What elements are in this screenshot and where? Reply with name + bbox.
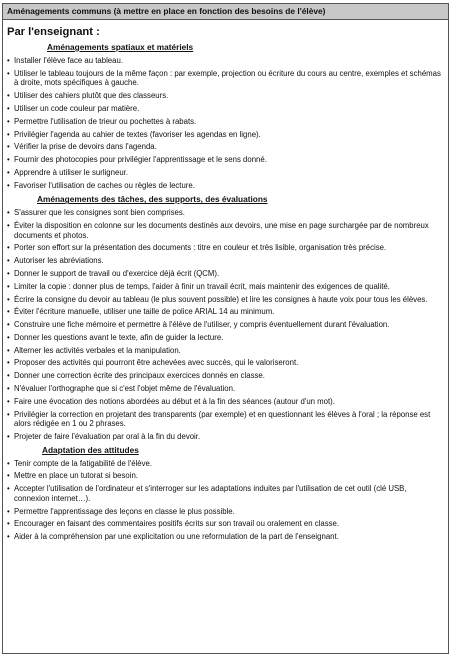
list-item xyxy=(7,269,444,279)
list-item-text: Privilégier la correction en projetant des transparents (par exemple) et en questionnant les élèves à l'oral ; la réponse est alors rédigée en 1 ou 2 phrases. xyxy=(14,409,431,429)
list-item xyxy=(7,358,444,368)
list-item xyxy=(7,208,444,218)
bullet-icon: • xyxy=(7,208,10,218)
list-item xyxy=(7,142,444,152)
bullet-icon: • xyxy=(7,506,10,516)
list-item xyxy=(7,104,444,114)
list-item-text: Alterner les activités verbales et la manipulation. xyxy=(14,345,181,355)
list-item xyxy=(7,519,444,529)
bullet-icon: • xyxy=(7,116,10,126)
list-item-text: Proposer des activités qui pourront être achevées avec succès, qui le valoriseront. xyxy=(14,358,299,368)
list-item xyxy=(7,221,444,240)
list-item xyxy=(7,69,444,88)
bullet-icon: • xyxy=(7,320,10,330)
bullet-icon: • xyxy=(7,294,10,304)
audience-heading: Par l'enseignant : xyxy=(7,26,100,38)
list-item-text: Utiliser un code couleur par matière. xyxy=(14,103,140,113)
list-item-text: Privilégier l'agenda au cahier de textes (favoriser les agendas en ligne). xyxy=(14,129,261,139)
list-item xyxy=(7,333,444,343)
bullet-icon: • xyxy=(7,142,10,152)
list-item xyxy=(7,155,444,165)
bullet-icon: • xyxy=(7,431,10,441)
list-item-text: Limiter la copie : donner plus de temps, l'aider à finir un travail écrit, mais maintenir des exigences de qualité. xyxy=(14,281,390,291)
list-item xyxy=(7,471,444,481)
list-item xyxy=(7,410,444,429)
list-item-text: Tenir compte de la fatigabilité de l'élève. xyxy=(14,458,153,468)
bullet-icon: • xyxy=(7,484,10,494)
list-tasks xyxy=(7,208,444,441)
list-item-text: Donner le support de travail ou d'exercice déjà écrit (QCM). xyxy=(14,268,220,278)
list-item-text: Écrire la consigne du devoir au tableau (le plus souvent possible) et lire les consignes à haute voix pour tous les élèves. xyxy=(14,294,428,304)
list-item xyxy=(7,295,444,305)
list-item xyxy=(7,307,444,317)
list-item xyxy=(7,56,444,66)
bullet-icon: • xyxy=(7,281,10,291)
section-title-tasks: Aménagements des tâches, des supports, des évaluations xyxy=(37,194,268,205)
bullet-icon: • xyxy=(7,155,10,165)
document-header: Aménagements communs (à mettre en place en fonction des besoins de l'élève) xyxy=(3,4,448,20)
bullet-icon: • xyxy=(7,371,10,381)
list-item xyxy=(7,320,444,330)
list-item-text: Installer l'élève face au tableau. xyxy=(14,56,123,65)
list-item-text: Apprendre à utiliser le surligneur. xyxy=(14,167,128,177)
accommodations-document xyxy=(2,3,449,654)
list-item xyxy=(7,256,444,266)
list-item-text: Porter son effort sur la présentation des documents : titre en couleur et très lisible, organisation très précise. xyxy=(14,243,387,253)
bullet-icon: • xyxy=(7,471,10,481)
list-item-text: Permettre l'apprentissage des leçons en classe le plus possible. xyxy=(14,506,235,516)
bullet-icon: • xyxy=(7,167,10,177)
list-item-text: Permettre l'utilisation de trieur ou pochettes à rabats. xyxy=(14,116,197,126)
list-item-text: Mettre en place un tutorat si besoin. xyxy=(14,471,138,481)
list-item xyxy=(7,397,444,407)
bullet-icon: • xyxy=(7,358,10,368)
list-item xyxy=(7,507,444,517)
list-item xyxy=(7,282,444,292)
bullet-icon: • xyxy=(7,409,10,419)
list-item xyxy=(7,130,444,140)
list-item-text: N'évaluer l'orthographe que si c'est l'objet même de l'évaluation. xyxy=(14,383,236,393)
list-item-text: Donner une correction écrite des principaux exercices donnés en classe. xyxy=(14,371,265,381)
list-item xyxy=(7,243,444,253)
bullet-icon: • xyxy=(7,532,10,542)
list-item xyxy=(7,371,444,381)
list-item xyxy=(7,181,444,191)
bullet-icon: • xyxy=(7,345,10,355)
list-item-text: S'assurer que les consignes sont bien comprises. xyxy=(14,208,185,218)
bullet-icon: • xyxy=(7,91,10,101)
bullet-icon: • xyxy=(7,56,10,65)
list-item xyxy=(7,484,444,503)
list-item-text: Projeter de faire l'évaluation par oral à la fin du devoir. xyxy=(14,431,201,441)
list-item xyxy=(7,346,444,356)
list-item-text: Utiliser le tableau toujours de la même façon : par exemple, projection ou écriture du cours au centre, exemples et schémas à droite, mots spécifiques à gauche. xyxy=(14,68,441,88)
bullet-icon: • xyxy=(7,68,10,78)
list-item-text: Utiliser des cahiers plutôt que des classeurs. xyxy=(14,91,169,101)
list-item xyxy=(7,532,444,542)
list-item xyxy=(7,459,444,469)
list-item-text: Autoriser les abréviations. xyxy=(14,256,104,266)
section-title-attitudes: Adaptation des attitudes xyxy=(42,444,139,455)
bullet-icon: • xyxy=(7,307,10,317)
list-item-text: Encourager en faisant des commentaires positifs écrits sur son travail ou oralement en classe. xyxy=(14,519,340,529)
list-item-text: Construire une fiche mémoire et permettre à l'élève de l'utiliser, y compris éventuellement durant l'évaluation. xyxy=(14,320,390,330)
bullet-icon: • xyxy=(7,396,10,406)
list-item xyxy=(7,384,444,394)
bullet-icon: • xyxy=(7,332,10,342)
list-item-text: Favoriser l'utilisation de caches ou règles de lecture. xyxy=(14,180,195,190)
list-item-text: Accepter l'utilisation de l'ordinateur et s'interroger sur les adaptations induites par l'utilisation de cet outil (clé USB, connexion internet…). xyxy=(14,484,407,503)
bullet-icon: • xyxy=(7,129,10,139)
list-item xyxy=(7,432,444,442)
list-item-text: Vérifier la prise de devoirs dans l'agenda. xyxy=(14,142,157,152)
bullet-icon: • xyxy=(7,383,10,393)
list-item-text: Aider à la compréhension par une explicitation ou une reformulation de la part de l'enseignant. xyxy=(14,532,339,542)
bullet-icon: • xyxy=(7,458,10,468)
list-item-text: Éviter la disposition en colonne sur les documents destinés aux devoirs, une mise en page surchargée par de nombreux documents et photos. xyxy=(14,221,429,240)
bullet-icon: • xyxy=(7,180,10,190)
list-item-text: Éviter l'écriture manuelle, utiliser une taille de police ARIAL 14 au minimum. xyxy=(14,307,275,317)
list-item xyxy=(7,117,444,127)
bullet-icon: • xyxy=(7,103,10,113)
list-item-text: Fournir des photocopies pour privilégier l'apprentissage et le sens donné. xyxy=(14,155,267,165)
list-item xyxy=(7,168,444,178)
list-item-text: Faire une évocation des notions abordées au début et à la fin des séances (autour d'un mot). xyxy=(14,396,335,406)
bullet-icon: • xyxy=(7,221,10,230)
bullet-icon: • xyxy=(7,256,10,266)
list-item-text: Donner les questions avant le texte, afin de guider la lecture. xyxy=(14,332,224,342)
list-item xyxy=(7,91,444,101)
list-attitudes xyxy=(7,459,444,542)
bullet-icon: • xyxy=(7,243,10,253)
bullet-icon: • xyxy=(7,519,10,529)
bullet-icon: • xyxy=(7,268,10,278)
document-body xyxy=(3,20,448,542)
section-title-spatial: Aménagements spatiaux et matériels xyxy=(47,42,194,52)
list-spatial xyxy=(7,56,444,190)
